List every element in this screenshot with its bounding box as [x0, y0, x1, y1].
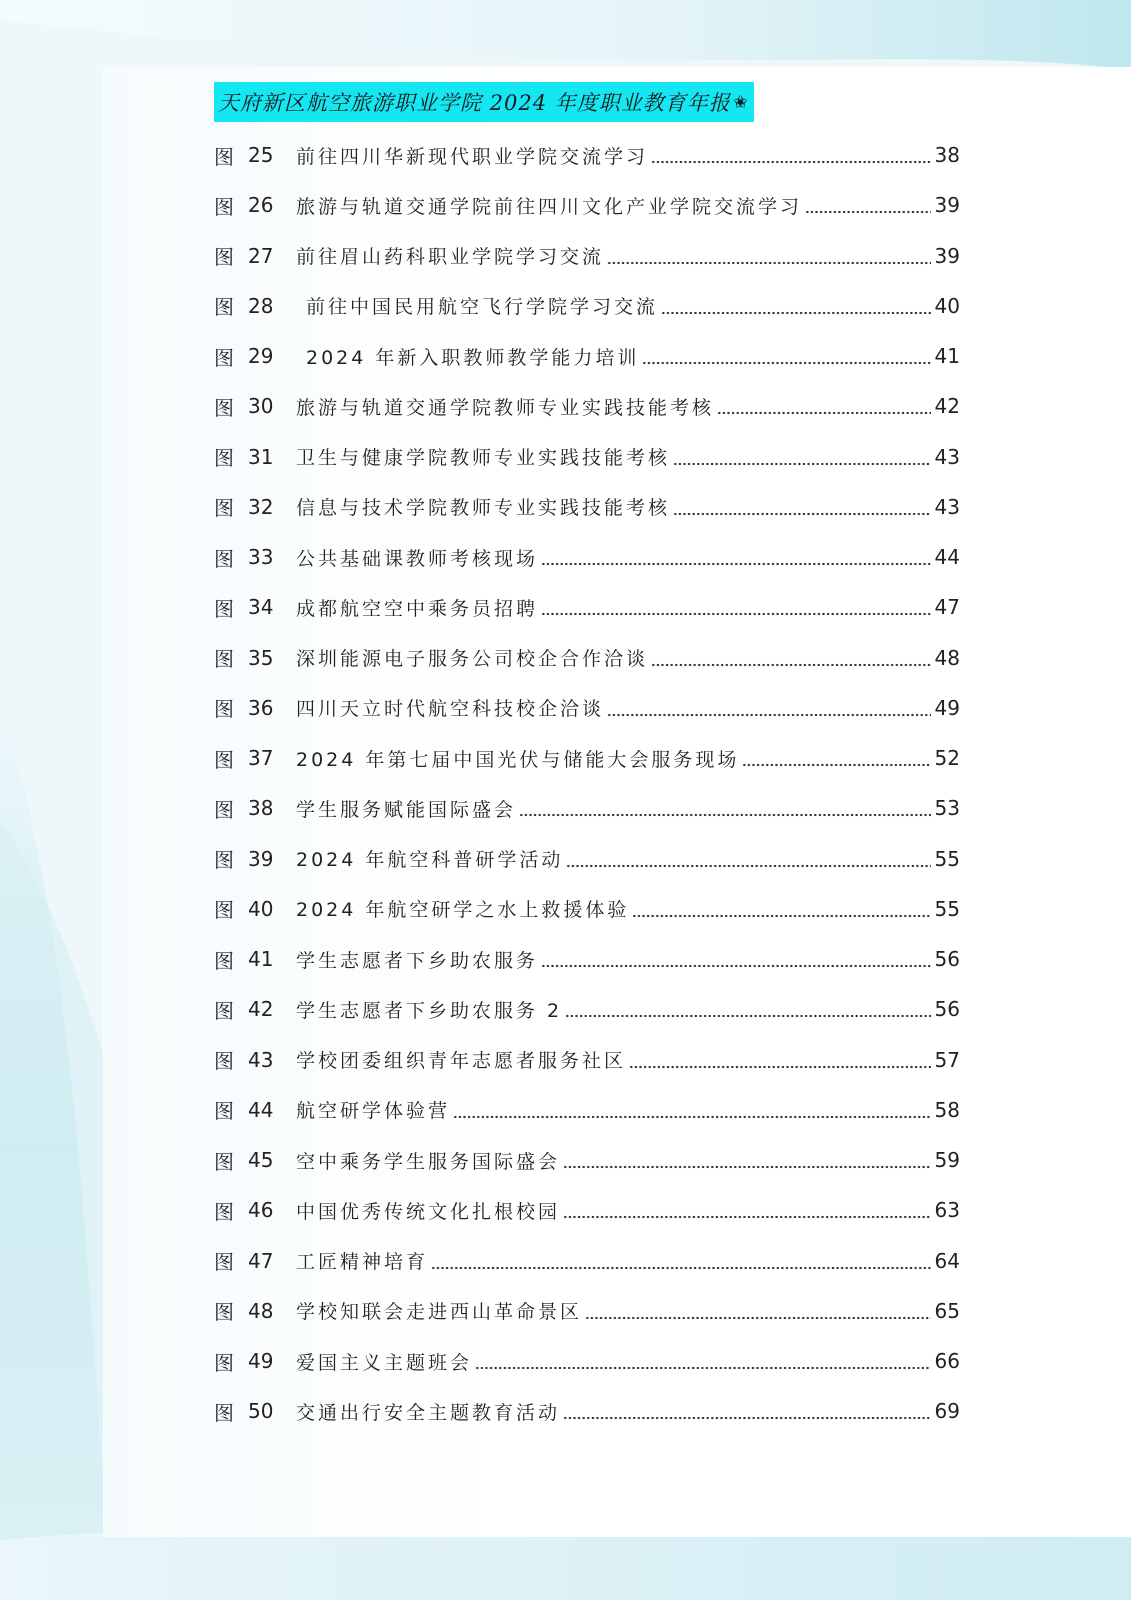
figure-number: 38 — [248, 796, 274, 821]
dot-leader — [585, 1312, 931, 1324]
toc-entry[interactable] — [214, 1135, 960, 1185]
page-number: 38 — [934, 143, 960, 168]
figure-title: 学生志愿者下乡助农服务 2 — [296, 999, 563, 1022]
figure-label: 图 — [214, 496, 234, 521]
dot-leader — [607, 709, 931, 721]
page-number: 58 — [934, 1097, 960, 1122]
dot-leader — [453, 1111, 931, 1123]
dot-leader — [642, 357, 931, 369]
figure-label: 图 — [214, 245, 234, 270]
figure-label: 图 — [214, 395, 234, 420]
figure-label: 图 — [214, 596, 234, 621]
toc-entry[interactable] — [214, 130, 960, 180]
dot-leader — [673, 458, 931, 470]
report-title: 天府新区航空旅游职业学院 2024 年度职业教育年报 — [218, 91, 731, 115]
dot-leader — [673, 508, 931, 520]
figure-title: 航空研学体验营 — [296, 1100, 451, 1123]
toc-entry[interactable] — [214, 1336, 960, 1386]
figure-label: 图 — [214, 1199, 234, 1224]
page-number: 57 — [934, 1047, 960, 1072]
figure-label: 图 — [214, 295, 234, 320]
figure-title: 前往四川华新现代职业学院交流学习 — [296, 145, 649, 168]
dot-leader — [629, 1061, 931, 1073]
figure-title: 空中乘务学生服务国际盛会 — [296, 1150, 561, 1173]
page-number: 65 — [934, 1298, 960, 1323]
page-number: 56 — [934, 997, 960, 1022]
page-number: 41 — [934, 344, 960, 369]
dot-leader — [519, 809, 931, 821]
figure-number: 25 — [248, 143, 274, 168]
figure-number: 34 — [248, 595, 274, 620]
figure-title: 成都航空空中乘务员招聘 — [296, 597, 539, 620]
figure-number: 36 — [248, 695, 274, 720]
page-number: 49 — [934, 695, 960, 720]
dot-leader — [565, 1010, 931, 1022]
page-number: 69 — [934, 1399, 960, 1424]
figure-number: 29 — [248, 344, 274, 369]
figure-label: 图 — [214, 446, 234, 471]
page-number: 63 — [934, 1198, 960, 1223]
figure-title: 卫生与健康学院教师专业实践技能考核 — [296, 447, 671, 470]
figure-title: 交通出行安全主题教育活动 — [296, 1401, 561, 1424]
toc-entry[interactable] — [214, 331, 960, 381]
figure-number: 33 — [248, 545, 274, 570]
figure-number: 40 — [248, 896, 274, 921]
figure-title: 2024 年第七届中国光伏与储能大会服务现场 — [296, 748, 740, 771]
toc-entry[interactable] — [214, 984, 960, 1034]
dot-leader — [475, 1362, 931, 1374]
page-number: 40 — [934, 293, 960, 318]
figure-label: 图 — [214, 948, 234, 973]
dot-leader — [541, 608, 931, 620]
figure-number: 31 — [248, 444, 274, 469]
figure-number: 49 — [248, 1349, 274, 1374]
figure-number: 37 — [248, 746, 274, 771]
dot-leader — [541, 558, 931, 570]
figure-label: 图 — [214, 1350, 234, 1375]
toc-entry[interactable] — [214, 1185, 960, 1235]
figure-title: 前往中国民用航空飞行学院学习交流 — [306, 296, 659, 319]
report-header-banner — [214, 82, 754, 122]
toc-entry[interactable] — [214, 432, 960, 482]
toc-entry[interactable] — [214, 1035, 960, 1085]
toc-entry[interactable] — [214, 733, 960, 783]
page-number: 64 — [934, 1248, 960, 1273]
dot-leader — [563, 1161, 931, 1173]
toc-entry[interactable] — [214, 1085, 960, 1135]
figure-label: 图 — [214, 848, 234, 873]
page-number: 55 — [934, 846, 960, 871]
page-number: 47 — [934, 595, 960, 620]
figure-number: 48 — [248, 1298, 274, 1323]
figure-label: 图 — [214, 345, 234, 370]
figure-label: 图 — [214, 546, 234, 571]
dot-leader — [661, 307, 931, 319]
toc-entry[interactable] — [214, 834, 960, 884]
page-number: 66 — [934, 1349, 960, 1374]
toc-entry[interactable] — [214, 934, 960, 984]
page-number: 52 — [934, 746, 960, 771]
figure-title: 中国优秀传统文化扎根校园 — [296, 1200, 561, 1223]
page-number: 48 — [934, 645, 960, 670]
dot-leader — [541, 960, 931, 972]
page-number: 44 — [934, 545, 960, 570]
page-number: 56 — [934, 947, 960, 972]
figure-label: 图 — [214, 797, 234, 822]
figure-number: 39 — [248, 846, 274, 871]
figure-label: 图 — [214, 194, 234, 219]
toc-entry[interactable] — [214, 633, 960, 683]
figure-label: 图 — [214, 1400, 234, 1425]
figure-title: 学校知联会走进西山革命景区 — [296, 1301, 583, 1324]
figure-label: 图 — [214, 1250, 234, 1275]
figure-title: 爱国主义主题班会 — [296, 1351, 473, 1374]
figure-number: 27 — [248, 243, 274, 268]
figure-title: 学生志愿者下乡助农服务 — [296, 949, 539, 972]
figure-number: 35 — [248, 645, 274, 670]
toc-entry[interactable] — [214, 1286, 960, 1336]
figure-title: 工匠精神培育 — [296, 1251, 429, 1274]
toc-entry[interactable] — [214, 381, 960, 431]
figure-title: 四川天立时代航空科技校企洽谈 — [296, 698, 605, 721]
dot-leader — [607, 257, 931, 269]
toc-entry[interactable] — [214, 1236, 960, 1286]
figure-title: 深圳能源电子服务公司校企合作洽谈 — [296, 648, 649, 671]
figure-title: 旅游与轨道交通学院教师专业实践技能考核 — [296, 396, 715, 419]
toc-entry[interactable] — [214, 532, 960, 582]
page-number: 39 — [934, 243, 960, 268]
dot-leader — [805, 206, 931, 218]
dot-leader — [563, 1412, 931, 1424]
figure-title: 2024 年航空研学之水上救援体验 — [296, 899, 630, 922]
figure-number: 42 — [248, 997, 274, 1022]
figure-title: 2024 年新入职教师教学能力培训 — [306, 346, 640, 369]
dot-leader — [566, 860, 931, 872]
figure-number: 43 — [248, 1047, 274, 1072]
toc-entry[interactable] — [214, 884, 960, 934]
figure-label: 图 — [214, 697, 234, 722]
page-number: 43 — [934, 444, 960, 469]
page-number: 42 — [934, 394, 960, 419]
toc-entry[interactable] — [214, 180, 960, 230]
page-number: 59 — [934, 1148, 960, 1173]
star-icon: ✬ — [732, 91, 748, 113]
dot-leader — [563, 1211, 931, 1223]
page-number: 55 — [934, 896, 960, 921]
figure-number: 26 — [248, 193, 274, 218]
page-number: 39 — [934, 193, 960, 218]
figure-title: 2024 年航空科普研学活动 — [296, 849, 564, 872]
page-number: 53 — [934, 796, 960, 821]
figure-number: 44 — [248, 1097, 274, 1122]
figure-title: 学生服务赋能国际盛会 — [296, 798, 517, 821]
dot-leader — [632, 910, 931, 922]
toc-entry[interactable] — [214, 1386, 960, 1436]
figure-number: 32 — [248, 494, 274, 519]
figure-label: 图 — [214, 1049, 234, 1074]
figure-label: 图 — [214, 647, 234, 672]
figure-label: 图 — [214, 747, 234, 772]
figure-title: 公共基础课教师考核现场 — [296, 547, 539, 570]
figure-title: 旅游与轨道交通学院前往四川文化产业学院交流学习 — [296, 195, 803, 218]
figure-list — [214, 130, 960, 1437]
dot-leader — [651, 156, 931, 168]
page-number: 43 — [934, 494, 960, 519]
figure-number: 50 — [248, 1399, 274, 1424]
toc-entry[interactable] — [214, 783, 960, 833]
figure-number: 46 — [248, 1198, 274, 1223]
figure-number: 45 — [248, 1148, 274, 1173]
figure-number: 41 — [248, 947, 274, 972]
toc-entry[interactable] — [214, 482, 960, 532]
figure-number: 47 — [248, 1248, 274, 1273]
figure-label: 图 — [214, 898, 234, 923]
figure-title: 前往眉山药科职业学院学习交流 — [296, 246, 605, 269]
figure-number: 28 — [248, 293, 274, 318]
figure-label: 图 — [214, 998, 234, 1023]
dot-leader — [651, 659, 931, 671]
dot-leader — [431, 1262, 931, 1274]
dot-leader — [717, 407, 931, 419]
figure-label: 图 — [214, 144, 234, 169]
toc-entry[interactable] — [214, 231, 960, 281]
figure-label: 图 — [214, 1300, 234, 1325]
figure-label: 图 — [214, 1099, 234, 1124]
toc-entry[interactable] — [214, 683, 960, 733]
figure-title: 信息与技术学院教师专业实践技能考核 — [296, 497, 671, 520]
toc-entry[interactable] — [214, 281, 960, 331]
figure-title: 学校团委组织青年志愿者服务社区 — [296, 1050, 627, 1073]
figure-number: 30 — [248, 394, 274, 419]
toc-entry[interactable] — [214, 582, 960, 632]
dot-leader — [742, 759, 931, 771]
figure-label: 图 — [214, 1149, 234, 1174]
